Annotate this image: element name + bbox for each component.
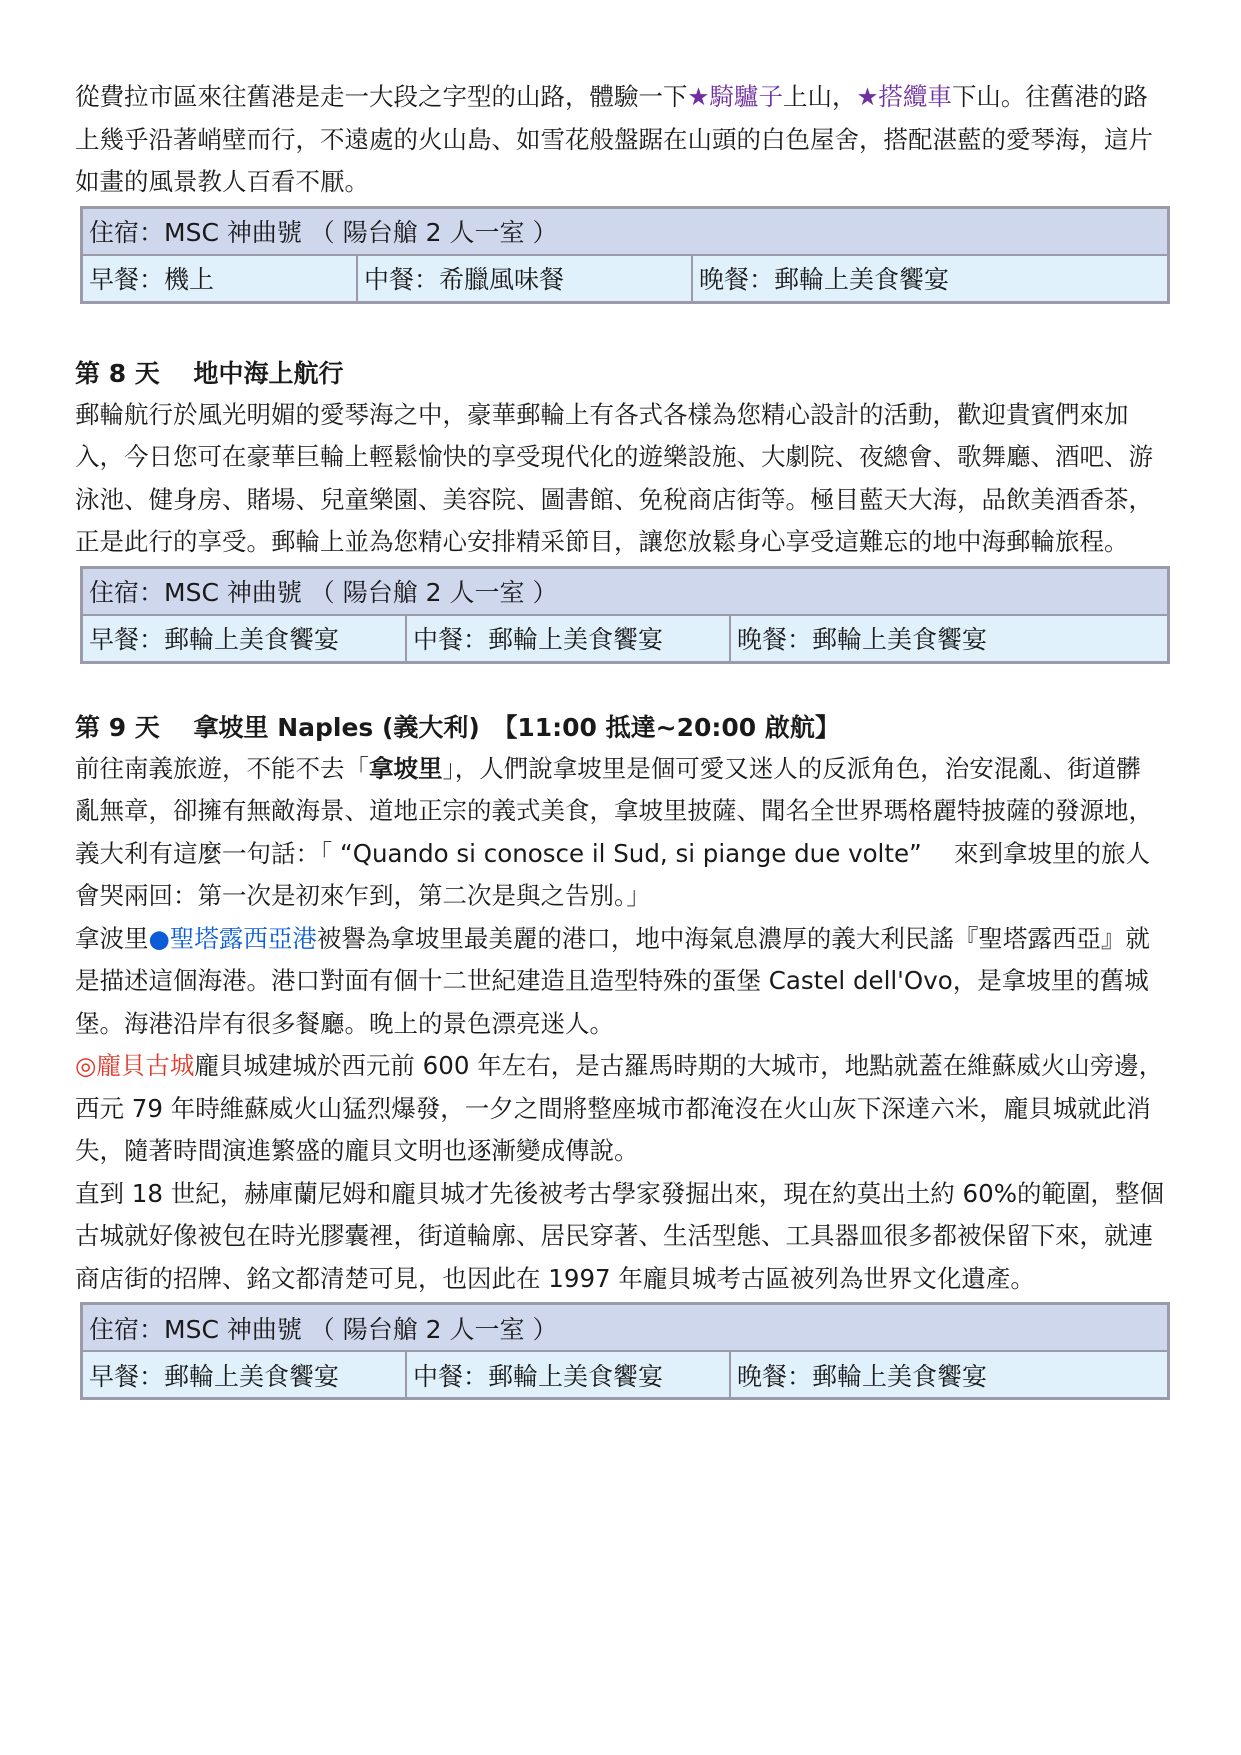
dinner-cell: 晚餐：郵輪上美食饗宴 [692, 255, 1169, 303]
day9-paragraph-pompeii [75, 1045, 1165, 1173]
dinner-cell: 晚餐：郵輪上美食饗宴 [730, 1351, 1169, 1399]
day9-accommodation-table [80, 1302, 1170, 1400]
day8-title: 第 8 天 地中海上航行 [75, 358, 344, 388]
santa-lucia-highlight: ●聖塔露西亞港 [148, 923, 317, 953]
text-run: 被譽為拿坡里最美麗的港口，地中海氣息濃厚的義大利民謠『聖塔露西亞』就是描述這個海港。港口對面有個十二世紀建造且造型特殊的蛋堡 Castel dell'Ovo，是拿坡里的舊城堡。海港沿岸有很多餐廳。晚上的景色漂亮迷人。 [75, 923, 1150, 1038]
lunch-cell: 中餐：郵輪上美食饗宴 [406, 615, 730, 663]
day9-paragraph-excavation: 直到 18 世紀，赫庫蘭尼姆和龐貝城才先後被考古學家發掘出來，現在約莫出土約 60%的範圍，整個古城就好像被包在時光膠囊裡，街道輪廓、居民穿著、生活型態、工具器皿很多都被保留下來，就連商店街的招牌、銘文都清楚可見，也因此在 1997 年龐貝城考古區被列為世界文化遺產。 [75, 1178, 1164, 1293]
lunch-cell: 中餐：郵輪上美食饗宴 [406, 1351, 730, 1399]
dinner-cell: 晚餐：郵輪上美食饗宴 [730, 615, 1169, 663]
day8-paragraph: 郵輪航行於風光明媚的愛琴海之中，豪華郵輪上有各式各樣為您精心設計的活動，歡迎貴賓們來加入，今日您可在豪華巨輪上輕鬆愉快的享受現代化的遊樂設施、大劇院、夜總會、歌舞廳、酒吧、游泳池、健身房、賭場、兒童樂園、美容院、圖書館、免稅商店街等。極目藍天大海，品飲美酒香茶，正是此行的享受。郵輪上並為您精心安排精采節目，讓您放鬆身心享受這難忘的地中海郵輪旅程。 [75, 399, 1153, 556]
intro-paragraph [75, 76, 1165, 204]
pompeii-highlight: ◎龐貝古城 [75, 1051, 195, 1080]
accommodation-cell: 住宿：MSC 神曲號 （ 陽台艙 2 人一室 ） [82, 1304, 1169, 1352]
itinerary-page [75, 76, 1165, 1400]
day9-title: 第 9 天 拿坡里 Naples (義大利) 【11:00 抵達~20:00 啟航】 [75, 712, 840, 742]
text-run: 從費拉市區來往舊港是走一大段之字型的山路，體驗一下 [75, 82, 688, 111]
text-run: 前往南義旅遊，不能不去「 [75, 753, 369, 783]
day9-paragraph-santa-lucia [75, 918, 1165, 1046]
breakfast-cell: 早餐：郵輪上美食饗宴 [82, 615, 407, 663]
cable-car-highlight: ★搭纜車 [856, 82, 952, 111]
accommodation-cell: 住宿：MSC 神曲號 （ 陽台艙 2 人一室 ） [82, 207, 1169, 255]
accommodation-cell: 住宿：MSC 神曲號 （ 陽台艙 2 人一室 ） [82, 567, 1169, 615]
text-run: 上山， [782, 82, 857, 111]
donkey-ride-highlight: ★騎驢子 [687, 82, 783, 111]
lunch-cell: 中餐：希臘風味餐 [357, 255, 692, 303]
breakfast-cell: 早餐：機上 [82, 255, 358, 303]
breakfast-cell: 早餐：郵輪上美食饗宴 [82, 1351, 407, 1399]
text-run: 下山。往舊港的路上幾乎沿著峭壁而行，不遠處的火山島、如雪花般盤踞在山頭的白色屋舍，搭配湛藍的愛琴海，這片如畫的風景教人百看不厭。 [75, 82, 1153, 196]
day8-accommodation-table [80, 566, 1170, 664]
day9-paragraph-naples [75, 748, 1165, 918]
text-run: 拿波里 [75, 923, 149, 953]
intro-accommodation-table [80, 206, 1170, 304]
text-run: 龐貝城建城於西元前 600 年左右，是古羅馬時期的大城市，地點就蓋在維蘇威火山旁邊，西元 79 年時維蘇威火山猛烈爆發，一夕之間將整座城市都淹沒在火山灰下深達六米，龐貝城就此消失，隨著時間演進繁盛的龐貝文明也逐漸變成傳說。 [75, 1051, 1164, 1165]
text-run: 」，人們說拿坡里是個可愛又迷人的反派角色，治安混亂、街道髒亂無章，卻擁有無敵海景、道地正宗的義式美食，拿坡里披薩、聞名全世界瑪格麗特披薩的發源地，義大利有這麼一句話：「 “Quando si conosce il Sud, si piange due volte” 來到拿坡里的旅人會哭兩回：第一次是初來乍到，第二次是與之告別。」 [75, 753, 1153, 910]
naples-bold: 拿坡里 [369, 753, 443, 783]
